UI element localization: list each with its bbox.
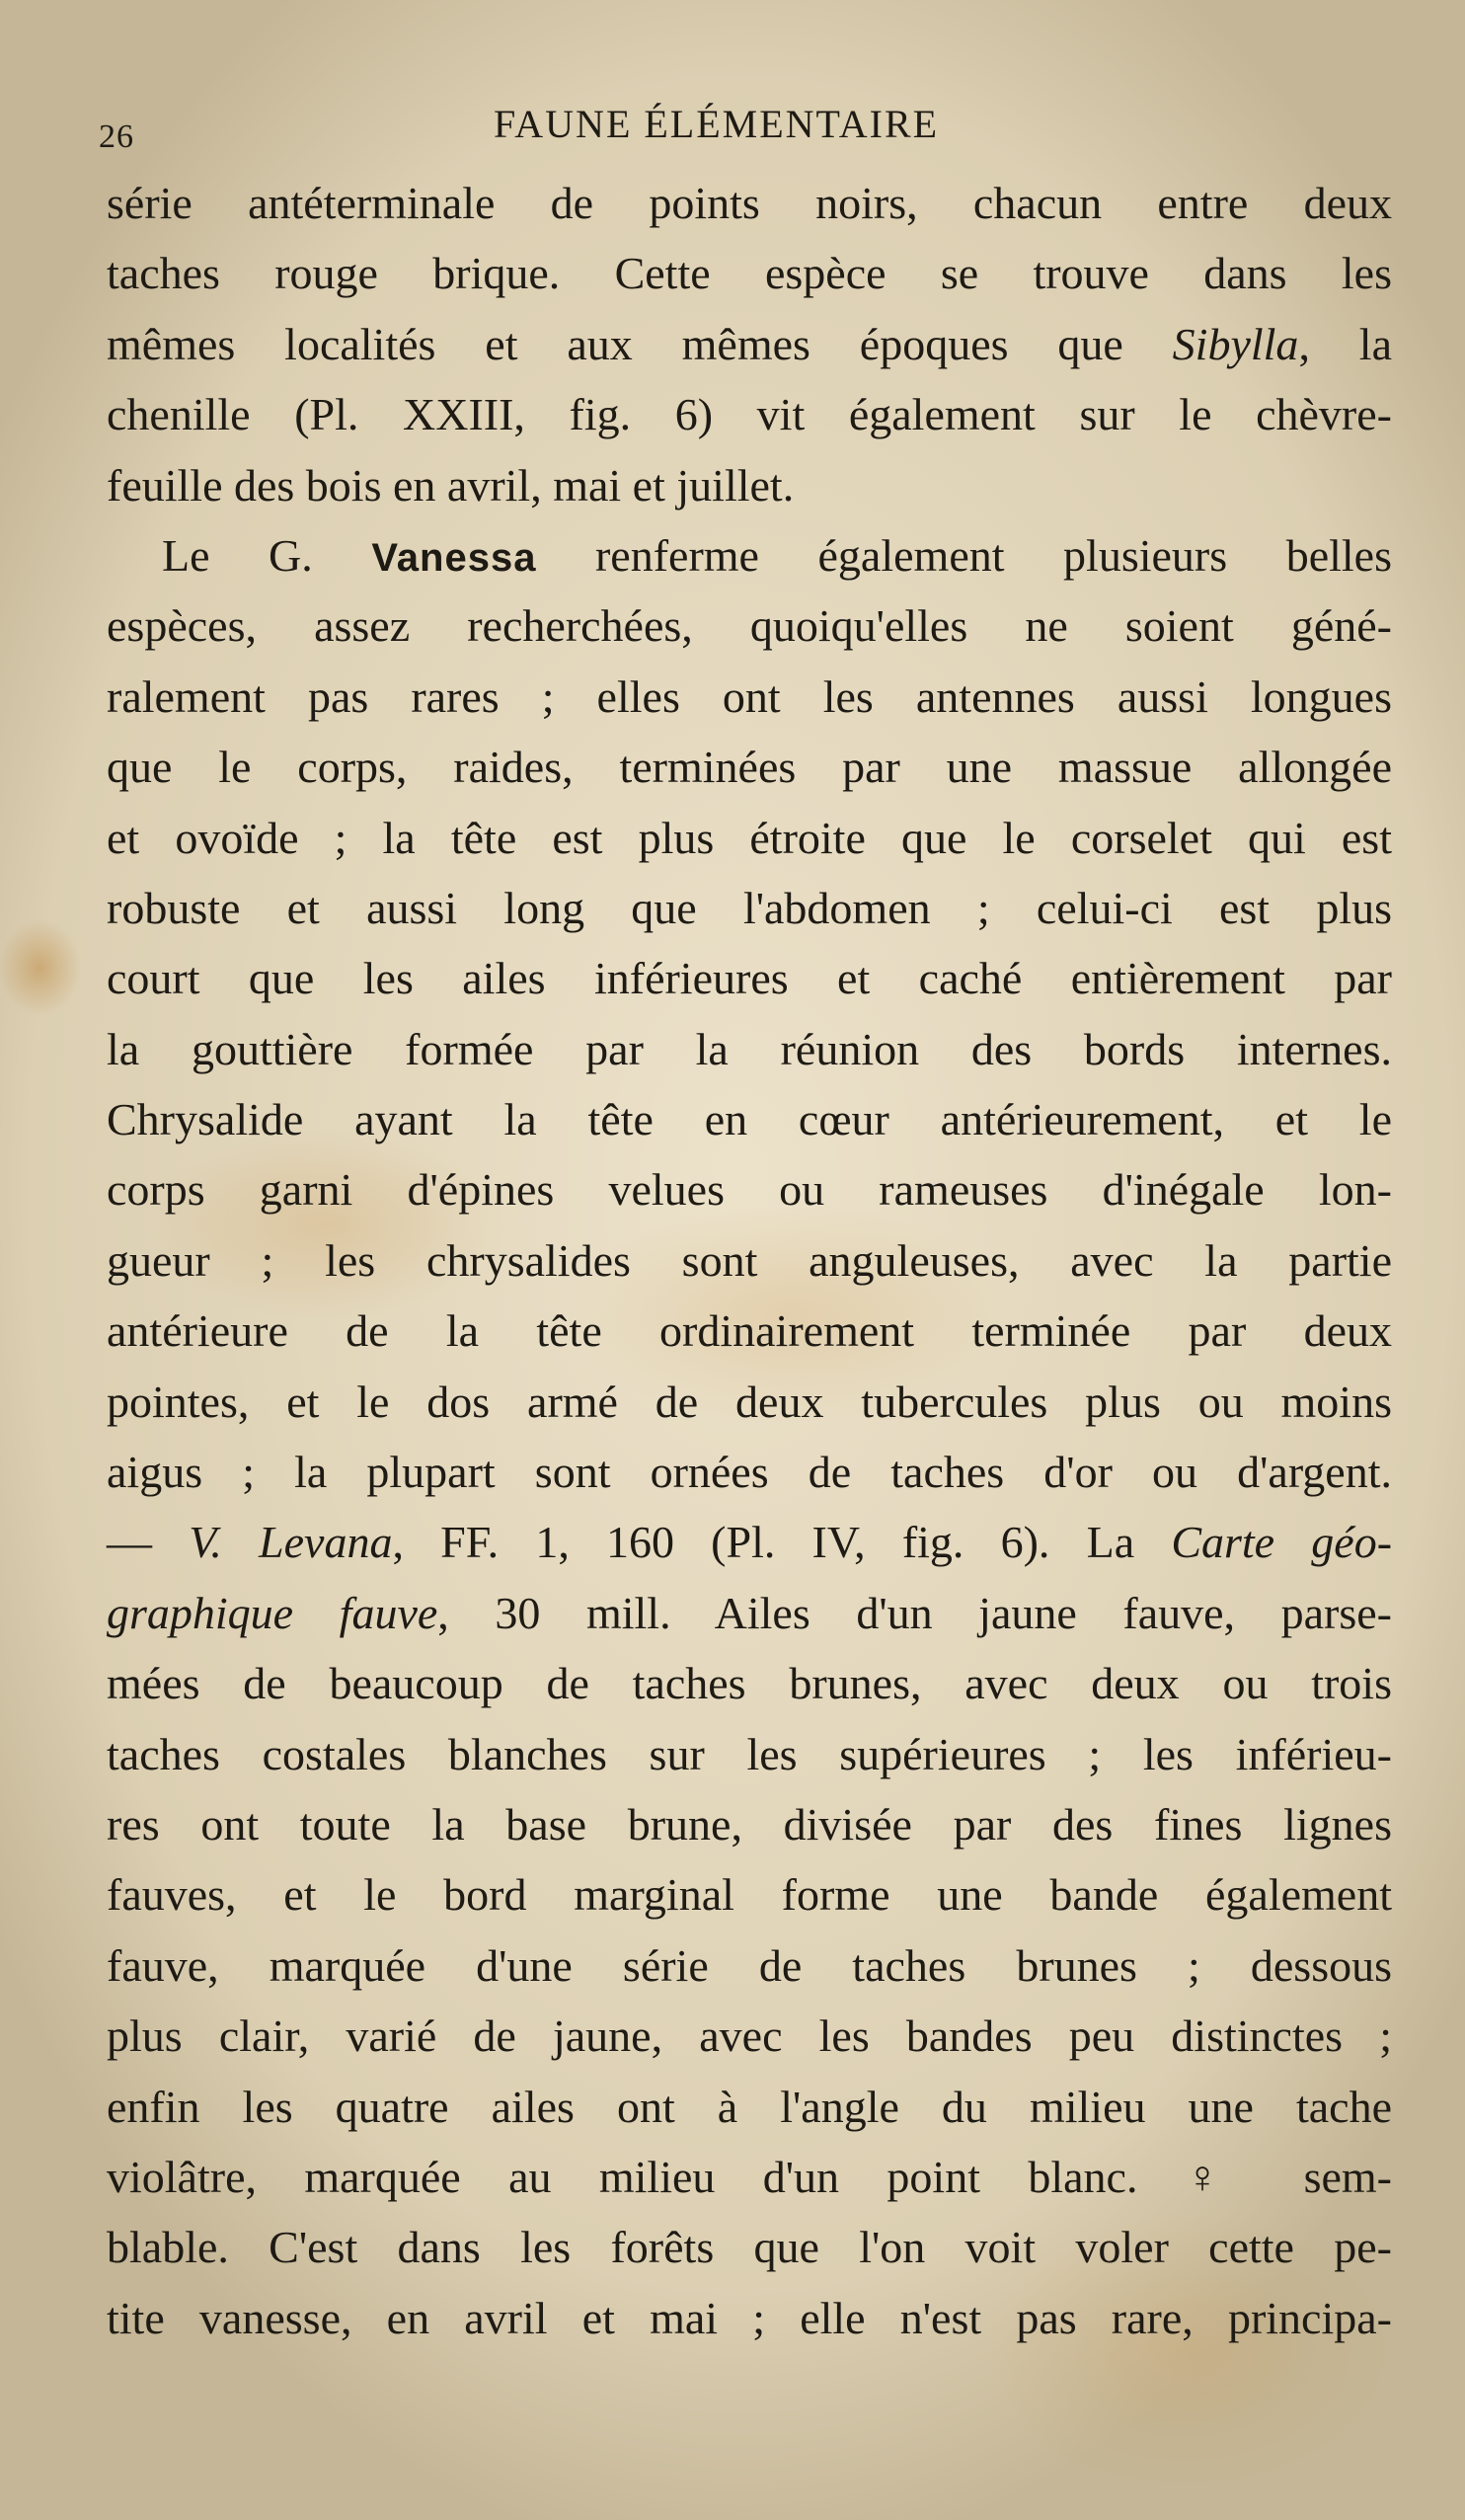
text-segment: , FF. 1, 160 (Pl. IV, fig. 6). La [392,1517,1172,1568]
text-line: chenille (Pl. XXIII, fig. 6) vit également sur le chèvre- [107,389,1392,440]
text-line [107,1507,1392,1577]
text-line: feuille des bois en avril, mai et juillet. [107,459,795,511]
page-header [99,99,1366,155]
species-name-sibylla: Sibylla [1172,318,1299,369]
text-line: que le corps, raides, terminées par une massue allongée [107,742,1392,793]
text-line: ralement pas rares ; elles ont les antennes aussi longues [107,670,1392,722]
body-text [107,168,1392,2353]
species-name-levana: V. Levana [189,1517,393,1568]
text-line: mées de beaucoup de taches brunes, avec deux ou trois [107,1658,1392,1709]
text-line: série antéterminale de points noirs, chacun entre deux [107,178,1392,228]
text-line: pointes, et le dos armé de deux tubercules plus ou moins [107,1376,1392,1427]
text-line: tite vanesse, en avril et mai ; elle n'est pas rare, principa- [107,2292,1392,2343]
text-line [107,1578,1392,1648]
text-line: enfin les quatre ailes ont à l'angle du milieu une tache [107,2081,1392,2132]
page-number: 26 [99,118,134,155]
text-segment: renferme également plusieurs belles [536,529,1392,581]
text-line: taches costales blanches sur les supérieures ; les inférieu- [107,1728,1392,1779]
text-line: taches rouge brique. Cette espèce se trouve dans les [107,248,1392,299]
text-line: gueur ; les chrysalides sont anguleuses, avec la partie [107,1234,1392,1286]
text-line: plus clair, varié de jaune, avec les bandes peu distinctes ; [107,2010,1392,2062]
text-line: robuste et aussi long que l'abdomen ; celui-ci est plus [107,882,1392,933]
text-line: fauve, marquée d'une série de taches brunes ; dessous [107,1939,1392,1991]
text-line: blable. C'est dans les forêts que l'on voit voler cette pe- [107,2222,1392,2273]
common-name: graphique fauve [107,1587,438,1638]
text-line [107,309,1392,379]
text-line: Chrysalide ayant la tête en cœur antérieurement, et le [107,1094,1392,1145]
text-line: la gouttière formée par la réunion des bords internes. [107,1023,1392,1074]
text-line: court que les ailes inférieures et caché entièrement par [107,953,1392,1004]
text-segment: Le G. [162,529,372,581]
text-line: corps garni d'épines velues ou rameuses d'inégale lon- [107,1164,1392,1216]
text-line: aigus ; la plupart sont ornées de taches d'or ou d'argent. [107,1447,1392,1498]
text-line: fauves, et le bord marginal forme une bande également [107,1869,1392,1921]
text-line [107,520,1392,591]
text-line: espèces, assez recherchées, quoiqu'elles ne soient géné- [107,600,1392,652]
running-title: FAUNE ÉLÉMENTAIRE [494,102,940,146]
text-segment: mêmes localités et aux mêmes époques que [107,318,1173,369]
text-line: et ovoïde ; la tête est plus étroite que le corselet qui est [107,812,1392,863]
text-segment: , 30 mill. Ailes d'un jaune fauve, parse- [437,1587,1392,1638]
text-segment: — [107,1517,190,1568]
common-name: Carte géo- [1171,1517,1393,1568]
genus-name-vanessa: Vanessa [371,535,537,580]
text-segment: , la [1298,318,1392,369]
text-line: antérieure de la tête ordinairement terminée par deux [107,1305,1392,1357]
text-line: violâtre, marquée au milieu d'un point blanc. ♀ sem- [107,2151,1392,2202]
text-line: res ont toute la base brune, divisée par des fines lignes [107,1798,1392,1850]
